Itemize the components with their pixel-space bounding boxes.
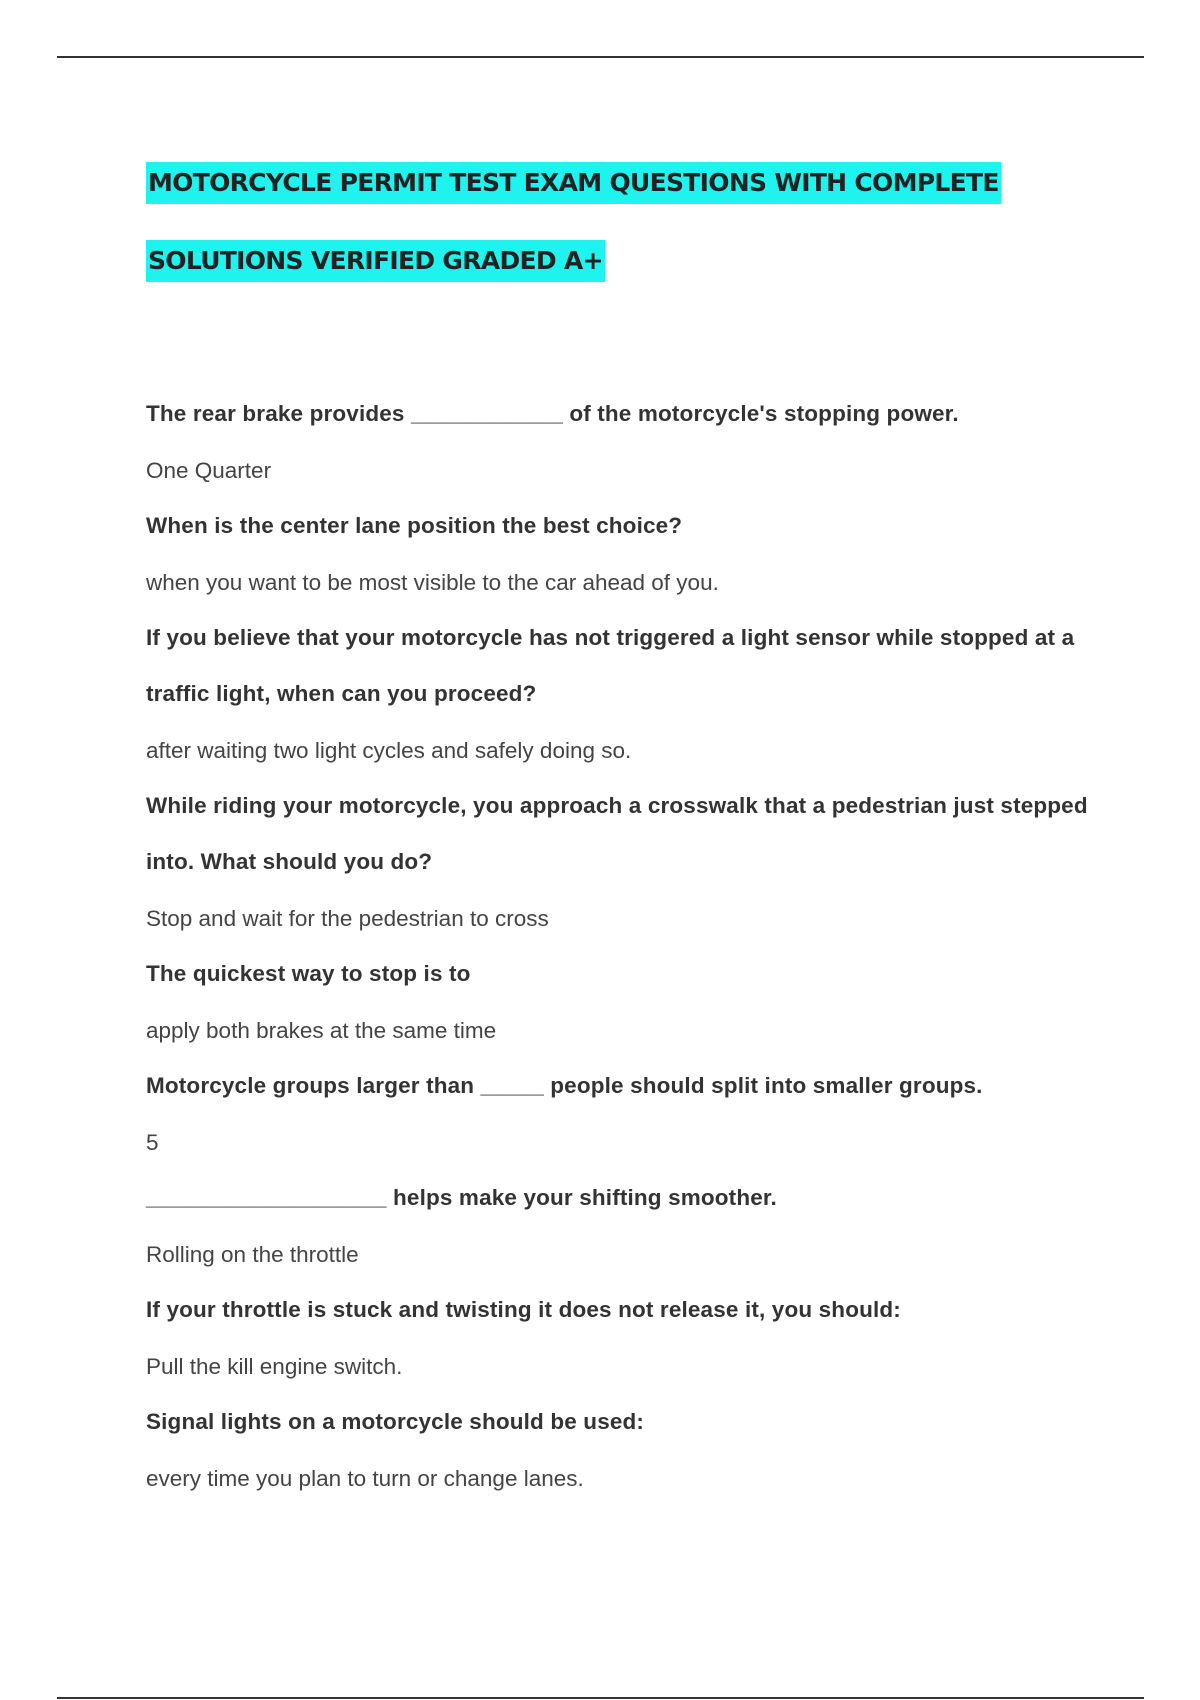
qa-item — [146, 498, 1106, 610]
answer-text: Stop and wait for the pedestrian to cross — [146, 906, 549, 931]
question-text: When is the center lane position the best choice? — [146, 513, 683, 538]
answer-text: when you want to be most visible to the car ahead of you. — [146, 570, 719, 595]
qa-item — [146, 610, 1106, 778]
qa-item — [146, 946, 1106, 1058]
qa-item — [146, 1282, 1106, 1394]
page-top-rule — [57, 56, 1144, 58]
question-text: The rear brake provides ____________ of the motorcycle's stopping power. — [146, 401, 959, 426]
qa-item — [146, 386, 1106, 498]
question-text: Signal lights on a motorcycle should be used: — [146, 1409, 645, 1434]
answer-text: every time you plan to turn or change lanes. — [146, 1466, 584, 1491]
answer-text: One Quarter — [146, 458, 272, 483]
qa-item — [146, 778, 1106, 946]
question-text: Motorcycle groups larger than _____ people should split into smaller groups. — [146, 1073, 983, 1098]
answer-text: 5 — [146, 1130, 159, 1155]
answer-text: Pull the kill engine switch. — [146, 1354, 403, 1379]
title-highlight: MOTORCYCLE PERMIT TEST EXAM QUESTIONS WITH COMPLETE SOLUTIONS VERIFIED GRADED A+ — [146, 162, 1001, 282]
qa-item — [146, 1058, 1106, 1170]
answer-text: after waiting two light cycles and safely doing so. — [146, 738, 632, 763]
page-bottom-rule — [57, 1697, 1144, 1699]
document-title — [146, 144, 1106, 300]
question-text: ___________________ helps make your shifting smoother. — [146, 1185, 777, 1210]
question-text: If your throttle is stuck and twisting it does not release it, you should: — [146, 1297, 901, 1322]
question-text: While riding your motorcycle, you approach a crosswalk that a pedestrian just stepped into. What should you do? — [146, 793, 1088, 874]
answer-text: Rolling on the throttle — [146, 1242, 359, 1267]
qa-item — [146, 1170, 1106, 1282]
document-body — [146, 144, 1106, 1506]
qa-item — [146, 1394, 1106, 1506]
question-text: If you believe that your motorcycle has not triggered a light sensor while stopped at a traffic light, when can you proceed? — [146, 625, 1075, 706]
question-text: The quickest way to stop is to — [146, 961, 471, 986]
answer-text: apply both brakes at the same time — [146, 1018, 497, 1043]
